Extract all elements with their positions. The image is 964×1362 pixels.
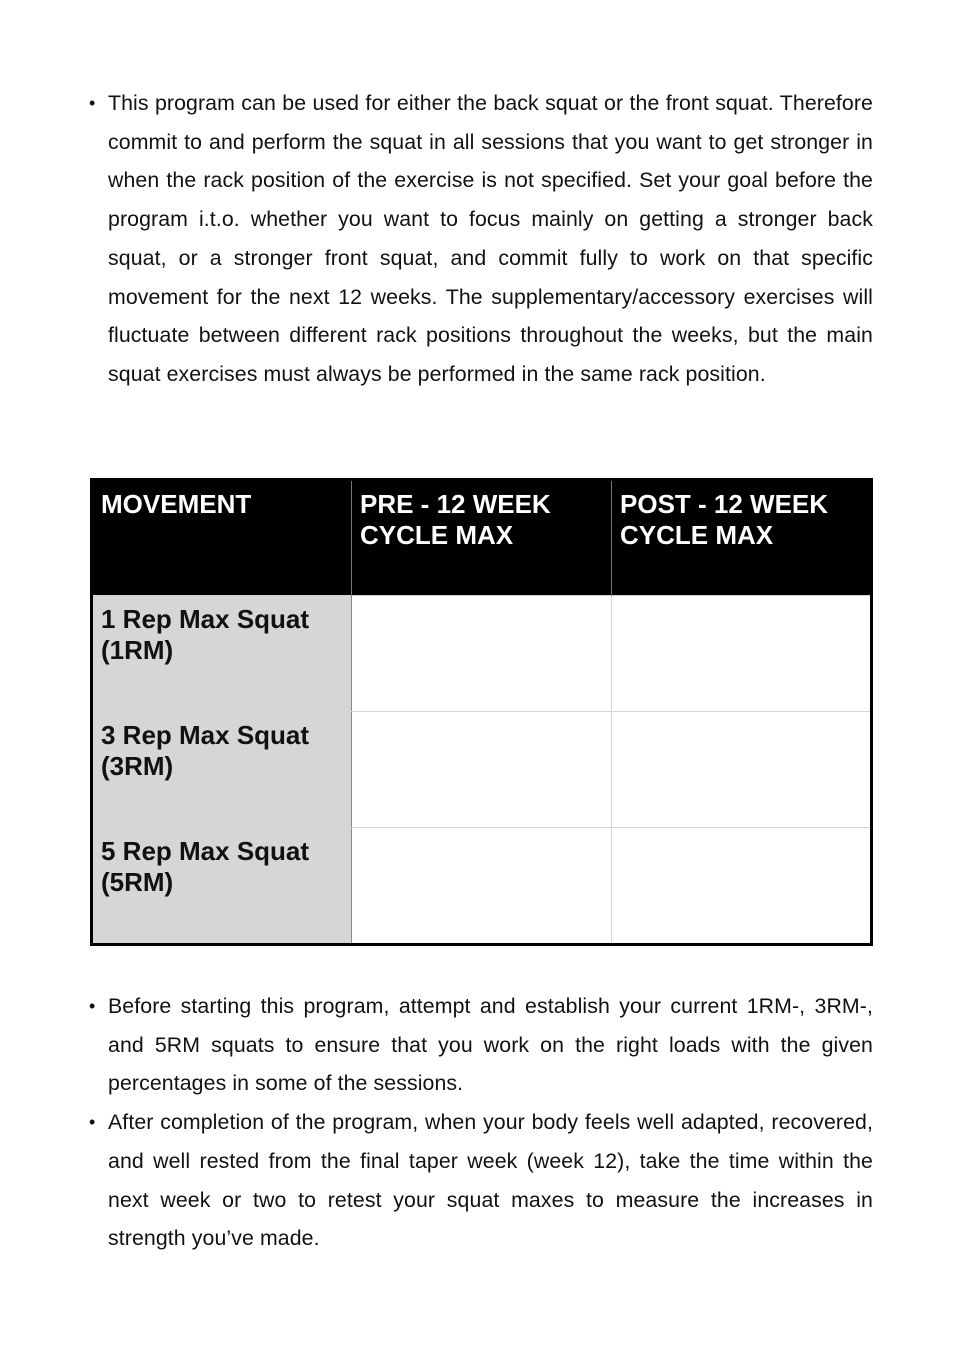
header-pre-cycle-max: PRE - 12 WEEK CYCLE MAX <box>352 480 612 596</box>
movement-cell: 5 Rep Max Squat (5RM) <box>92 828 352 945</box>
header-movement: MOVEMENT <box>92 480 352 596</box>
bullet-retest-maxes: • After completion of the program, when your body feels well adapted, recovered, and well rested from the final taper week (week 12), take the time within the next week or two to retest your squat maxes to measure the increases in strength you’ve made. <box>90 1103 873 1258</box>
table-header-row <box>92 480 872 596</box>
post-max-input-cell[interactable] <box>612 596 872 712</box>
movement-cell: 3 Rep Max Squat (3RM) <box>92 712 352 828</box>
movement-cell: 1 Rep Max Squat (1RM) <box>92 596 352 712</box>
outro-bullet-list <box>90 987 873 1258</box>
pre-max-input-cell[interactable] <box>352 828 612 945</box>
table-row <box>92 596 872 712</box>
bullet-rack-position: • This program can be used for either the back squat or the front squat. Therefore commit to and perform the squat in all sessions that you want to get stronger in when the rack position of the exercise is not specified. Set your goal before the program i.t.o. whether you want to focus mainly on getting a stronger back squat, or a stronger front squat, and commit fully to work on that specific movement for the next 12 weeks. The supplementary/accessory exercises will fluctuate between different rack positions throughout the weeks, but the main squat exercises must always be performed in the same rack position. <box>90 84 873 394</box>
squat-max-table <box>90 478 873 946</box>
table-row <box>92 828 872 945</box>
post-max-input-cell[interactable] <box>612 712 872 828</box>
bullet-establish-maxes: • Before starting this program, attempt and establish your current 1RM-, 3RM-, and 5RM squats to ensure that you work on the right loads with the given percentages in some of the sessions. <box>90 987 873 1103</box>
intro-bullet-list <box>90 84 873 394</box>
header-post-cycle-max: POST - 12 WEEK CYCLE MAX <box>612 480 872 596</box>
pre-max-input-cell[interactable] <box>352 712 612 828</box>
pre-max-input-cell[interactable] <box>352 596 612 712</box>
post-max-input-cell[interactable] <box>612 828 872 945</box>
table-row <box>92 712 872 828</box>
